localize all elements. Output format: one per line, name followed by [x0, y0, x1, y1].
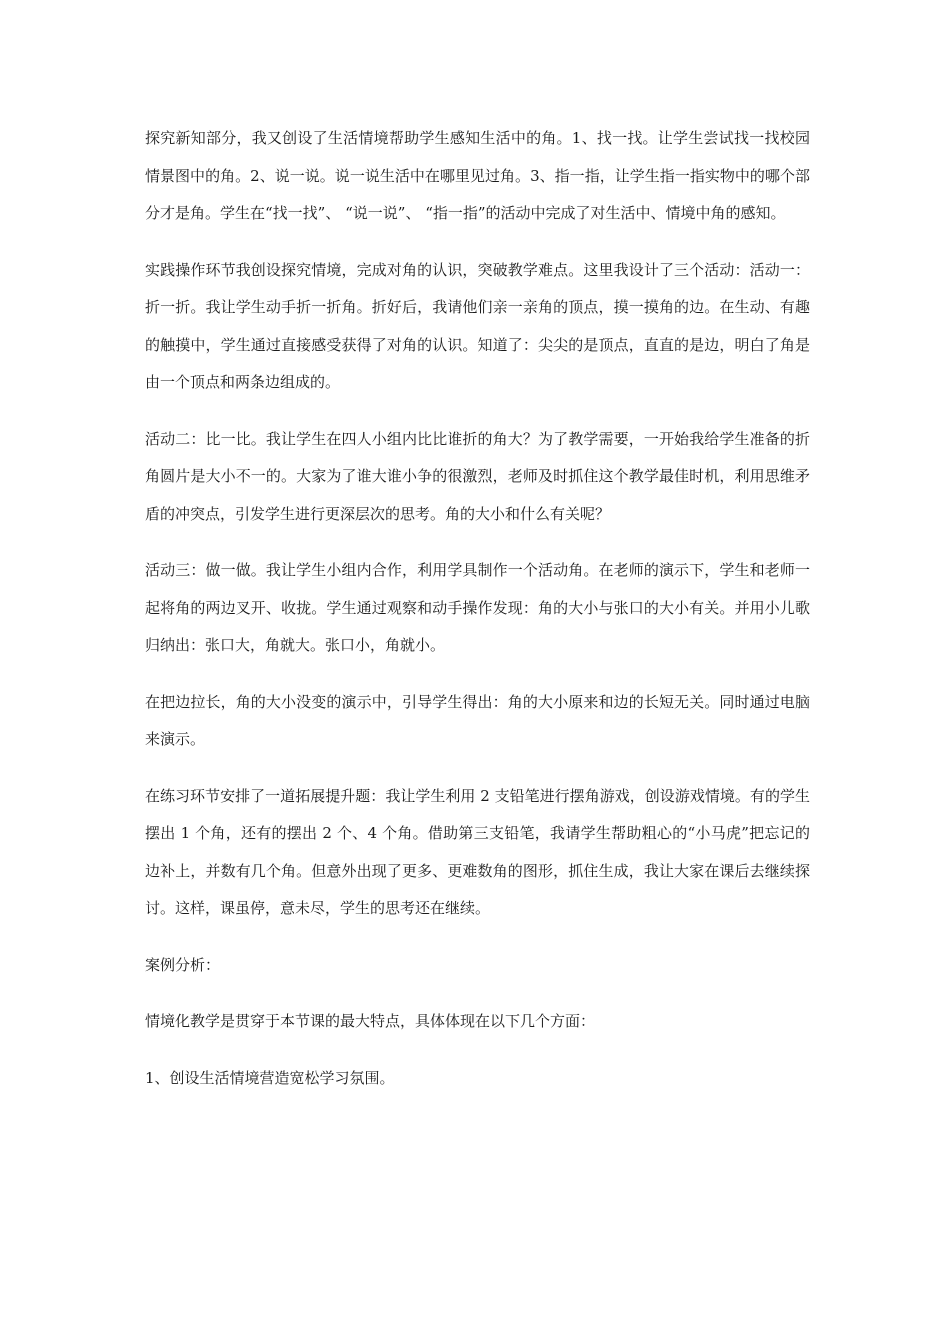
paragraph-analysis-intro: 情境化教学是贯穿于本节课的最大特点，具体体现在以下几个方面： [145, 1012, 596, 1030]
paragraph-exercise: 在练习环节安排了一道拓展提升题：我让学生利用 2 支铅笔进行摆角游戏，创设游戏情境。有的学生摆出 1 个角，还有的摆出 2 个、4 个角。借助第三支铅笔，我请学生帮助粗心的“小马虎”把忘记的边补上，并数有几个角。但意外出现了更多、更难数角的图形，抓住生成，我让大家在课后去继续探讨。这样，课虽停，意未尽，学生的思考还在继续。 [145, 786, 810, 917]
paragraph-point-one: 1、创设生活情境营造宽松学习氛围。 [145, 1068, 395, 1087]
paragraph-practice: 实践操作环节我创设探究情境，完成对角的认识，突破教学难点。这里我设计了三个活动：活动一：折一折。我让学生动手折一折角。折好后，我请他们亲一亲角的顶点，摸一摸角的边。在生动、有趣的触摸中，学生通过直接感受获得了对角的认识。知道了：尖尖的是顶点，直直的是边，明白了角是由一个顶点和两条边组成的。 [145, 260, 810, 391]
paragraph-demonstration: 在把边拉长，角的大小没变的演示中，引导学生得出：角的大小原来和边的长短无关。同时通过电脑来演示。 [145, 692, 810, 748]
paragraph-activity-two: 活动二：比一比。我让学生在四人小组内比比谁折的角大？为了教学需要，一开始我给学生准备的折角圆片是大小不一的。大家为了谁大谁小争的很激烈，老师及时抓住这个教学最佳时机，利用思维矛盾的冲突点，引发学生进行更深层次的思考。角的大小和什么有关呢？ [145, 429, 810, 523]
document-body [145, 120, 810, 1116]
paragraph-explore: 探究新知部分，我又创设了生活情境帮助学生感知生活中的角。1、找一找。让学生尝试找一找校园情景图中的角。2、说一说。说一说生活中在哪里见过角。3、指一指，让学生指一指实物中的哪个部分才是角。学生在“找一找”、 “说一说”、 “指一指”的活动中完成了对生活中、情境中角的感知。 [145, 129, 810, 222]
paragraph-activity-three: 活动三：做一做。我让学生小组内合作，利用学具制作一个活动角。在老师的演示下，学生和老师一起将角的两边叉开、收拢。学生通过观察和动手操作发现：角的大小与张口的大小有关。并用小儿歌归纳出：张口大，角就大。张口小，角就小。 [145, 561, 810, 654]
paragraph-case-analysis-heading: 案例分析： [145, 955, 221, 974]
